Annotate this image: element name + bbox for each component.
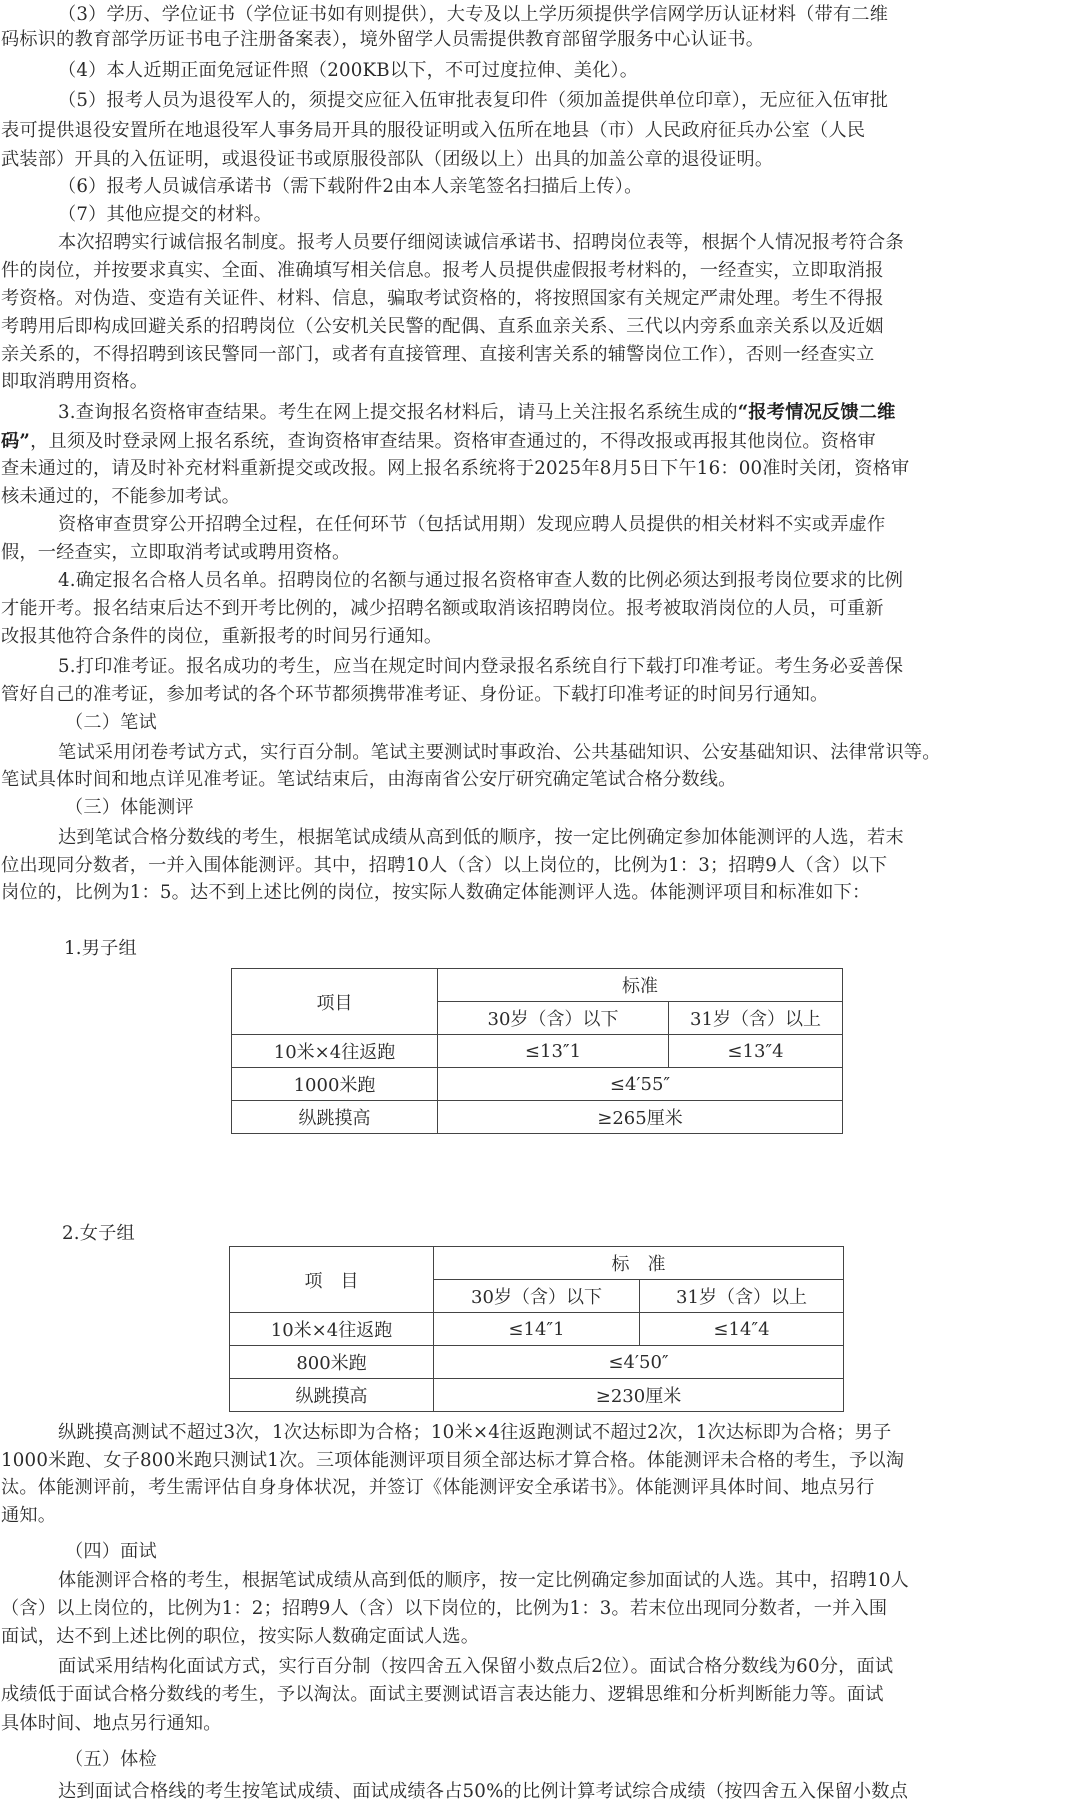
para-line: 表可提供退役安置所在地退役军人事务局开具的服役证明或入伍所在地县（市）人民政府征兵办公室（人民: [1, 120, 866, 141]
table-cell: 纵跳摸高: [230, 1379, 434, 1412]
para-line: 体能测评合格的考生，根据笔试成绩从高到低的顺序，按一定比例确定参加面试的人选。其中，招聘10人: [58, 1570, 909, 1591]
table-header-item: 项目: [232, 969, 438, 1035]
para-line: 达到笔试合格分数线的考生，根据笔试成绩从高到低的顺序，按一定比例确定参加体能测评的人选，若末: [58, 827, 904, 848]
para-line: （4）本人近期正面免冠证件照（200KB以下，不可过度拉伸、美化）。: [58, 60, 639, 81]
para-line: 考聘用后即构成回避关系的招聘岗位（公安机关民警的配偶、直系血亲关系、三代以内旁系血亲关系以及近姻: [1, 316, 884, 337]
table-cell: 10米×4往返跑: [230, 1313, 434, 1346]
para-line: [1, 427, 876, 457]
table-header-standard: 标准: [438, 969, 843, 1002]
para-text: 3.查询报名资格审查结果。考生在网上提交报名材料后，请马上关注报名系统生成的: [58, 402, 738, 423]
table-cell: ≤14″1: [434, 1313, 640, 1346]
table-cell: ≤13″4: [669, 1035, 843, 1068]
para-line: 假，一经查实，立即取消考试或聘用资格。: [1, 542, 351, 563]
table-header-age: 30岁（含）以下: [434, 1280, 640, 1313]
highlight-text: “报考情况反馈二维: [737, 402, 896, 423]
para-line: 本次招聘实行诚信报名制度。报考人员要仔细阅读诚信承诺书、招聘岗位表等，根据个人情况报考符合条: [58, 232, 904, 253]
table-cell: ≤13″1: [438, 1035, 669, 1068]
para-line: （含）以上岗位的，比例为1：2；招聘9人（含）以下岗位的，比例为1：3。若末位出现同分数者，一并入围: [1, 1598, 888, 1619]
table-cell: ≥265厘米: [438, 1101, 843, 1134]
subheading: 1.男子组: [64, 938, 137, 959]
para-line: 才能开考。报名结束后达不到开考比例的，减少招聘名额或取消该招聘岗位。报考被取消岗位的人员，可重新: [1, 598, 884, 619]
para-line: 笔试采用闭卷考试方式，实行百分制。笔试主要测试时事政治、公共基础知识、公安基础知识、法律常识等。: [58, 742, 941, 763]
para-line: 位出现同分数者，一并入围体能测评。其中，招聘10人（含）以上岗位的，比例为1：3；招聘9人（含）以下: [1, 855, 888, 876]
para-line: （3）学历、学位证书（学位证书如有则提供），大专及以上学历须提供学信网学历认证材料（带有二维: [58, 4, 889, 25]
table-header-age: 31岁（含）以上: [669, 1002, 843, 1035]
para-line: 码标识的教育部学历证书电子注册备案表），境外留学人员需提供教育部留学服务中心认证书。: [1, 29, 765, 50]
para-line: 具体时间、地点另行通知。: [1, 1713, 222, 1734]
para-line: 考资格。对伪造、变造有关证件、材料、信息，骗取考试资格的，将按照国家有关规定严肃处理。考生不得报: [1, 288, 884, 309]
para-line: 4.确定报名合格人员名单。招聘岗位的名额与通过报名资格审查人数的比例必须达到报考岗位要求的比例: [58, 570, 904, 591]
para-line: 面试采用结构化面试方式，实行百分制（按四舍五入保留小数点后2位）。面试合格分数线为60分，面试: [58, 1656, 894, 1677]
subheading: 2.女子组: [62, 1223, 135, 1244]
section-heading: （四）面试: [65, 1541, 157, 1562]
para-line: 核未通过的，不能参加考试。: [1, 486, 241, 507]
para-line: 件的岗位，并按要求真实、全面、准确填写相关信息。报考人员提供虚假报考材料的，一经查实，立即取消报: [1, 260, 884, 281]
para-line: 亲关系的，不得招聘到该民警同一部门，或者有直接管理、直接利害关系的辅警岗位工作），否则一经查实立: [1, 344, 875, 365]
table-cell: 800米跑: [230, 1346, 434, 1379]
table-header-age: 31岁（含）以上: [640, 1280, 844, 1313]
para-line: 5.打印准考证。报名成功的考生，应当在规定时间内登录报名系统自行下载打印准考证。考生务必妥善保: [58, 656, 904, 677]
para-line: 汰。体能测评前，考生需评估自身身体状况，并签订《体能测评安全承诺书》。体能测评具体时间、地点另行: [1, 1477, 875, 1498]
table-cell: ≥230厘米: [434, 1379, 844, 1412]
table-header-item: 项 目: [230, 1247, 434, 1313]
table-cell: 1000米跑: [232, 1068, 438, 1101]
male-standards-table: [231, 968, 843, 1134]
para-line: （7）其他应提交的材料。: [58, 204, 273, 225]
table-header-standard: 标 准: [434, 1247, 844, 1280]
para-line: 管好自己的准考证，参加考试的各个环节都须携带准考证、身份证。下载打印准考证的时间另行通知。: [1, 684, 829, 705]
para-line: 改报其他符合条件的岗位，重新报考的时间另行通知。: [1, 626, 443, 647]
para-line: 岗位的，比例为1：5。达不到上述比例的岗位，按实际人数确定体能测评人选。体能测评项目和标准如下：: [1, 882, 871, 903]
para-line: 1000米跑、女子800米跑只测试1次。三项体能测评项目须全部达标才算合格。体能测评未合格的考生，予以淘: [1, 1450, 905, 1471]
para-line: 成绩低于面试合格分数线的考生，予以淘汰。面试主要测试语言表达能力、逻辑思维和分析判断能力等。面试: [1, 1684, 884, 1705]
table-cell: ≤14″4: [640, 1313, 844, 1346]
highlight-text: 码”: [1, 431, 31, 452]
table-cell: 纵跳摸高: [232, 1101, 438, 1134]
para-line: 查未通过的，请及时补充材料重新提交或改报。网上报名系统将于2025年8月5日下午16：00准时关闭，资格审: [1, 458, 910, 479]
section-heading: （三）体能测评: [65, 797, 194, 818]
table-cell: ≤4′55″: [438, 1068, 843, 1101]
para-line: 通知。: [1, 1505, 57, 1526]
section-heading: （二）笔试: [65, 712, 157, 733]
para-line: 纵跳摸高测试不超过3次，1次达标即为合格；10米×4往返跑测试不超过2次，1次达标即为合格；男子: [58, 1422, 892, 1443]
section-heading: （五）体检: [65, 1749, 157, 1770]
para-line: [58, 398, 895, 428]
para-line: 达到面试合格线的考生按笔试成绩、面试成绩各占50%的比例计算考试综合成绩（按四舍五入保留小数点: [58, 1781, 909, 1802]
para-line: 面试，达不到上述比例的职位，按实际人数确定面试人选。: [1, 1626, 480, 1647]
para-line: 资格审查贯穿公开招聘全过程，在任何环节（包括试用期）发现应聘人员提供的相关材料不实或弄虚作: [58, 514, 886, 535]
table-cell: 10米×4往返跑: [232, 1035, 438, 1068]
female-standards-table: [229, 1246, 844, 1412]
para-line: 武装部）开具的入伍证明，或退役证书或原服役部队（团级以上）出具的加盖公章的退役证明。: [1, 149, 774, 170]
para-text: ，且须及时登录网上报名系统，查询资格审查结果。资格审查通过的，不得改报或再报其他岗位。资格审: [30, 431, 876, 452]
table-cell: ≤4′50″: [434, 1346, 844, 1379]
para-line: 笔试具体时间和地点详见准考证。笔试结束后，由海南省公安厅研究确定笔试合格分数线。: [1, 769, 737, 790]
para-line: （5）报考人员为退役军人的，须提交应征入伍审批表复印件（须加盖提供单位印章），无应征入伍审批: [58, 90, 889, 111]
para-line: 即取消聘用资格。: [1, 371, 149, 392]
table-header-age: 30岁（含）以下: [438, 1002, 669, 1035]
para-line: （6）报考人员诚信承诺书（需下载附件2由本人亲笔签名扫描后上传）。: [58, 176, 643, 197]
